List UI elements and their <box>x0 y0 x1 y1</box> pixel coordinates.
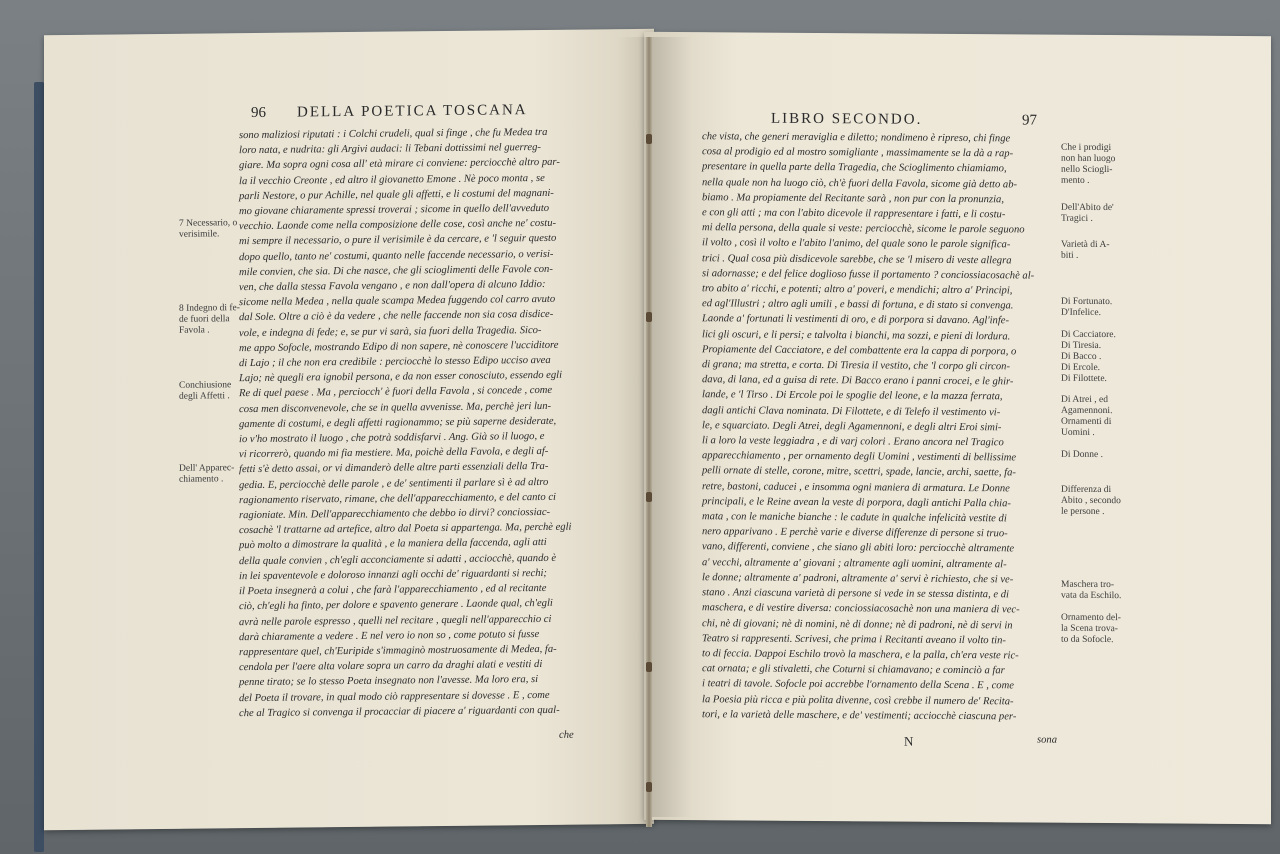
text-line: darà chiaramente a vedere . E nel vero io non so , come potuto si fusse <box>239 628 540 643</box>
text-line: lici gli oscuri, e li persi; e talvolta i bianchi, ma sozzi, e pieni di lordura. <box>702 328 1011 343</box>
left-page <box>44 29 654 830</box>
text-line: apparecchiamento , per ornamento degli Uomini , vestimenti di bellissime <box>702 450 1017 464</box>
text-line: cosachè 'l trattarne ad artefice, altro dal Poeta si appartenga. Ma, perchè egli <box>239 521 572 537</box>
note-line: Conchiusione <box>179 380 232 391</box>
text-line: ragioniate. Min. Dell'apparecchiamento che debbo io dirvi? conciossiac- <box>239 506 551 522</box>
book-cover-edge <box>34 82 44 852</box>
text-line: fetti s'è detto assai, or vi dimanderò delle altre parti essenziali della Tra- <box>239 461 549 476</box>
right-page-text <box>702 129 1034 724</box>
note-line: Che i prodigi <box>1061 142 1112 154</box>
note-line: nello Sciogli- <box>1061 164 1113 176</box>
text-line: chi, nè di giovani; nè di nomini, nè di donne; nè di padroni, nè di servi in <box>702 617 1013 631</box>
note-line: degli Affetti . <box>179 391 230 402</box>
text-line: sono maliziosi riputati : i Colchi crudeli, qual si finge , che fu Medea tra <box>239 126 548 142</box>
text-line: sicome nella Medea , nella quale scampa Medea fuggendo col carro avuto <box>239 294 556 309</box>
note-line: Di Donne . <box>1061 449 1103 461</box>
note-line: le persone . <box>1061 506 1105 518</box>
right-margin-note <box>1061 143 1115 187</box>
note-line: verisimile. <box>179 229 220 240</box>
note-line: Differenza di <box>1061 484 1112 496</box>
gutter-shadow-right <box>652 37 692 817</box>
binding-stitch <box>646 312 652 322</box>
right-page <box>644 32 1271 824</box>
text-line: stano . Anzi ciascuna varietà di persone si vede in se stessa distinta, e di <box>702 587 1009 601</box>
open-book <box>32 22 1277 837</box>
text-line: principali, e le Reine avean la veste di porpora, dagli antichi Palla chia- <box>702 496 1011 510</box>
text-line: le, e squarciato. Degli Atrei, degli Agamennoni, e degli altri Eroi simi- <box>702 420 1002 434</box>
note-line: Di Fortunato. <box>1061 296 1113 308</box>
text-line: e con gli atti ; ma con l'abito dicevole il rappresentare i fatti, e li costu- <box>702 207 1006 221</box>
left-page-text <box>239 125 571 721</box>
note-line: 7 Necessario, o <box>179 218 238 229</box>
left-catchword: che <box>559 729 574 741</box>
text-line: si adornasse; e del felice doglioso fusse il portamento ? conciossiacosachè al- <box>702 268 1035 282</box>
note-line: biti . <box>1061 250 1079 261</box>
text-line: di Lajo ; il che non era credibile : perciocchè lo stesso Edipo ucciso avea <box>239 354 551 370</box>
text-line: ven, che dalla stessa Favola vengano , e non dall'opera di alcuno Iddio: <box>239 278 546 294</box>
text-line: giare. Ma sopra ogni cosa all' età mirare ci conviene: perciocchè altro par- <box>239 157 560 172</box>
note-line: mento . <box>1061 175 1090 186</box>
note-line: Agamennoni. <box>1061 405 1113 417</box>
text-line: gedia. E, perciocchè delle parole , e de' sentimenti il parlare sì è ad altro <box>239 476 549 491</box>
right-margin-note <box>1061 485 1121 518</box>
note-line: 8 Indegno di fe- <box>179 303 240 314</box>
text-line: Re di quel paese . Ma , perciocch' è fuori della Favola , si concede , come <box>239 385 553 400</box>
left-margin-note <box>179 303 240 337</box>
note-line: Maschera tro- <box>1061 579 1115 591</box>
text-line: cat ornata; e gli stivaletti, che Coturni si chiamavano; e cominciò a far <box>702 663 1005 677</box>
text-line: cosa men disconvenevole, che se in quella avvenisse. Ma, perchè jeri lun- <box>239 400 552 415</box>
text-line: dal Sole. Oltre a ciò è da vedere , che nelle faccende non sia cosa disdice- <box>239 309 554 324</box>
text-line: il Poeta insegnerà a colui , che farà l'apparecchiamento , ed al recitante <box>239 583 547 598</box>
text-line: ragionamento riservato, rimane, che dell'apparecchiamento, e del canto ci <box>239 491 556 507</box>
text-line: la Poesia più ricca e più polita divenne, così crebbe il numero de' Recita- <box>702 693 1014 707</box>
text-line: vi ricorrerò, quando mi fia mestiere. Ma, poichè della Favola, e degli af- <box>239 446 549 461</box>
text-line: mi della persona, della quale si veste: perciocchè, sicome le parole seguono <box>702 222 1025 236</box>
binding-stitch <box>646 782 652 792</box>
right-catchword: sona <box>1037 734 1058 746</box>
left-margin-note <box>179 218 237 241</box>
note-line: Varietà di A- <box>1061 239 1110 251</box>
text-line: cendola per l'aere alta volare sopra un carro da draghi alati e vestiti di <box>239 659 543 674</box>
text-line: della quale convien , ch'egli acconciamente si adatti , acciocchè, quando è <box>239 552 557 567</box>
note-line: Dell' Apparec- <box>179 463 235 474</box>
text-line: maschera, e di vestire diversa: conciossiacosachè non una maniera di vec- <box>702 602 1020 616</box>
note-line: D'Infelice. <box>1061 307 1101 319</box>
text-line: rappresentare quel, ch'Euripide s'immaginò mostruosamente di Medea, fa- <box>239 643 557 659</box>
text-line: le donne; altramente a' padroni, altramente a' servi è richiesto, che si ve- <box>702 572 1014 586</box>
text-line: i teatri di tavole. Sofocle poi accrebbe l'ornamento della Scena . E , come <box>702 678 1014 692</box>
text-line: la il vecchio Creonte , ed altro il giovanetto Emone . Nè poco monta , se <box>239 172 545 187</box>
text-line: che vista, che generi meraviglia e diletto; nondimeno è ripreso, chi finge <box>702 131 1011 145</box>
binding-stitch <box>646 134 652 144</box>
text-line: Propiamente del Cacciatore, e del combattente era la cappa di porpora, o <box>702 344 1017 358</box>
text-line: cosa al prodigio ed al mostro somigliante , massimamente se la dà a rap- <box>702 146 1014 160</box>
left-margin-note <box>179 380 231 403</box>
note-line: Di Atrei , ed <box>1061 394 1108 406</box>
text-line: ed agl'Illustri ; altro agli umili , e bassi di fortuna, e di stato si convenga. <box>702 298 1014 312</box>
text-line: tori, e la varietà delle maschere, e de' vestimenti; acciocchè ciascuna per- <box>702 708 1017 723</box>
text-line: Laonde a' fortunati li vestimenti di oro, e di porpora si davano. Agl'infe- <box>702 313 1010 327</box>
text-line: biamo . Ma propiamente del Recitante sarà , non pur con la pronunzia, <box>702 192 1004 206</box>
signature-mark: N <box>904 733 915 749</box>
note-line: vata da Eschilo. <box>1061 590 1122 602</box>
note-line: Di Cacciatore. <box>1061 329 1116 341</box>
text-line: lande, e 'l Tirso . Di Ercole poi le spoglie del leone, e la mazza ferrata, <box>702 389 1003 403</box>
note-line: chiamento . <box>179 474 224 485</box>
note-line: Di Tiresia. <box>1061 340 1102 352</box>
text-line: trici . Qual cosa più disdicevole sarebbe, che se 'l misero di veste allegra <box>702 252 1012 267</box>
text-line: del Poeta il trovare, in qual modo ciò rappresentare si dovesse . E , come <box>239 689 550 704</box>
note-line: Ornamenti di <box>1061 416 1112 428</box>
text-line: che al Tragico si convenga il procacciar di piacere a' riguardanti con qual- <box>239 704 560 719</box>
note-line: de fuori della <box>179 314 230 325</box>
note-line: Tragici . <box>1061 213 1093 224</box>
text-line: dopo quello, tanto ne' costumi, quanto nelle faccende necessario, o verisi- <box>239 248 554 263</box>
note-line: non han luogo <box>1061 153 1116 165</box>
text-line: penne tirato; se lo stesso Poeta insegnato non l'avesse. Ma loro era, si <box>239 674 539 689</box>
right-margin-note <box>1061 203 1114 225</box>
right-margin-note <box>1061 395 1112 439</box>
text-line: dagli antichi Clava nominata. Di Filottete, e di Telefo il vestimento vi- <box>702 404 1001 418</box>
left-page-number: 96 <box>251 104 266 122</box>
text-line: mi sempre il necessario, o pure il verisimile è da cercare, e 'l seguir questo <box>239 233 557 248</box>
right-margin-note <box>1061 240 1110 262</box>
note-line: Di Bacco . <box>1061 351 1102 363</box>
text-line: nero apparivano . E perchè varie e diverse differenze di persone si truo- <box>702 526 1008 540</box>
text-line: mo giovane chiaramente spressi troverai ; sicome in quello dell'avveduto <box>239 202 550 218</box>
book-spine <box>646 37 652 827</box>
text-line: mata , con le maniche bianche : le cadute in qualche infelicità vestite di <box>702 511 1007 525</box>
text-line: dava, di lana, ed a guisa di rete. Di Bacco erano i panni crocei, e le ghir- <box>702 374 1014 388</box>
note-line: Di Ercole. <box>1061 362 1101 373</box>
text-line: di grana; ma stretta, e corta. Di Tiresia il vestito, che 'l corpo gli circon- <box>702 359 1010 373</box>
text-line: vano, differenti, conviene , che siano gli abiti loro: perciocchè altramente <box>702 541 1015 555</box>
note-line: Favola . <box>179 325 210 336</box>
note-line: to da Sofocle. <box>1061 634 1114 646</box>
right-margin-note <box>1061 580 1121 602</box>
text-line: vole, e indegna di fede; e, se pur vi sarà, sia fuori della Tragedia. Sico- <box>239 324 542 339</box>
right-margin-note <box>1061 450 1103 461</box>
text-line: li a loro la veste leggiadra , e di varj colori . Erano ancora nel Tragico <box>702 435 1004 449</box>
right-page-header: LIBRO SECONDO. <box>771 110 923 128</box>
text-line: Teatro si rappresenti. Scrivesi, che prima i Recitanti aveano il volto tin- <box>702 632 1006 647</box>
right-page-number: 97 <box>1022 112 1037 129</box>
right-margin-note <box>1061 297 1112 319</box>
text-line: può molto a dimostrare la qualità , e la maniera della faccenda, agli atti <box>239 537 547 552</box>
text-line: gamente di costumi, e degli affetti ragionammo; se più saperne desiderate, <box>239 415 557 431</box>
text-line: in lei spaventevole e doloroso innanzi agli occhi de' riguardanti si rechi; <box>239 567 547 583</box>
left-page-header: DELLA POETICA TOSCANA <box>297 102 528 121</box>
right-margin-note <box>1061 330 1116 385</box>
text-line: pelli ornate di stelle, corone, mitre, scettri, spade, lancie, archi, saette, fa- <box>702 465 1016 479</box>
note-line: Dell'Abito de' <box>1061 202 1114 214</box>
text-line: to di feccia. Dappoi Eschilo trovò la maschera, e la palla, ch'era veste ric- <box>702 648 1019 662</box>
text-line: me appo Sofocle, mostrando Edipo di non sapere, nè conoscere l'ucciditore <box>239 339 559 354</box>
text-line: avrà nelle parole espresso , quelli nel recitare , quegli nell'apparecchio ci <box>239 613 552 628</box>
text-line: retre, bastoni, caducei , e insomma ogni maniera di armatura. Le Donne <box>702 480 1010 495</box>
text-line: vecchio. Laonde come nella composizione delle cose, così anche ne' costu- <box>239 218 557 233</box>
note-line: Abito , secondo <box>1061 495 1121 507</box>
text-line: nella quale non ha luogo ciò, ch'è fuori della Favola, sicome già detto ab- <box>702 176 1018 191</box>
text-line: mile convien, che sia. Di che nasce, che gli scioglimenti delle Favole con- <box>239 263 553 278</box>
text-line: Lajo; nè quegli era ignobil persona, e da non esser conosciuto, essendo egli <box>239 370 563 385</box>
note-line: la Scena trova- <box>1061 623 1118 635</box>
note-line: Di Filottete. <box>1061 373 1107 385</box>
text-line: il volto , così il volto e l'abito l'animo, del quale sono le parole significa- <box>702 237 1011 251</box>
text-line: ciò, ch'egli ha finto, per dolore e spavento generare . Laonde qual, ch'egli <box>239 598 553 613</box>
note-line: Uomini . <box>1061 427 1095 438</box>
right-margin-note <box>1061 613 1121 646</box>
gutter-shadow-left <box>617 37 647 827</box>
binding-stitch <box>646 492 652 502</box>
text-line: parli Nestore, o pur Achille, nel quale gli affetti, e li costumi del magnani- <box>239 187 554 202</box>
text-line: a' vecchi, altramente a' giovani ; altramente agli uomini, altramente al- <box>702 556 1007 571</box>
text-line: io v'ho mostrato il luogo , che potrà soddisfarvi . Ang. Già so il luogo, e <box>239 431 545 446</box>
text-line: presentare in quella parte della Tragedia, che Scioglimento chiamiamo, <box>702 161 1007 175</box>
binding-stitch <box>646 662 652 672</box>
text-line: loro nata, e nudrita: gli Argivi audaci: li Tebani dottissimi nel guerreg- <box>239 142 541 157</box>
note-line: Ornamento del- <box>1061 612 1121 624</box>
left-margin-note <box>179 463 234 486</box>
text-line: tro abito a' ricchi, e potenti; altro a' poveri, e mendichi; altro a' Principi, <box>702 283 1013 297</box>
